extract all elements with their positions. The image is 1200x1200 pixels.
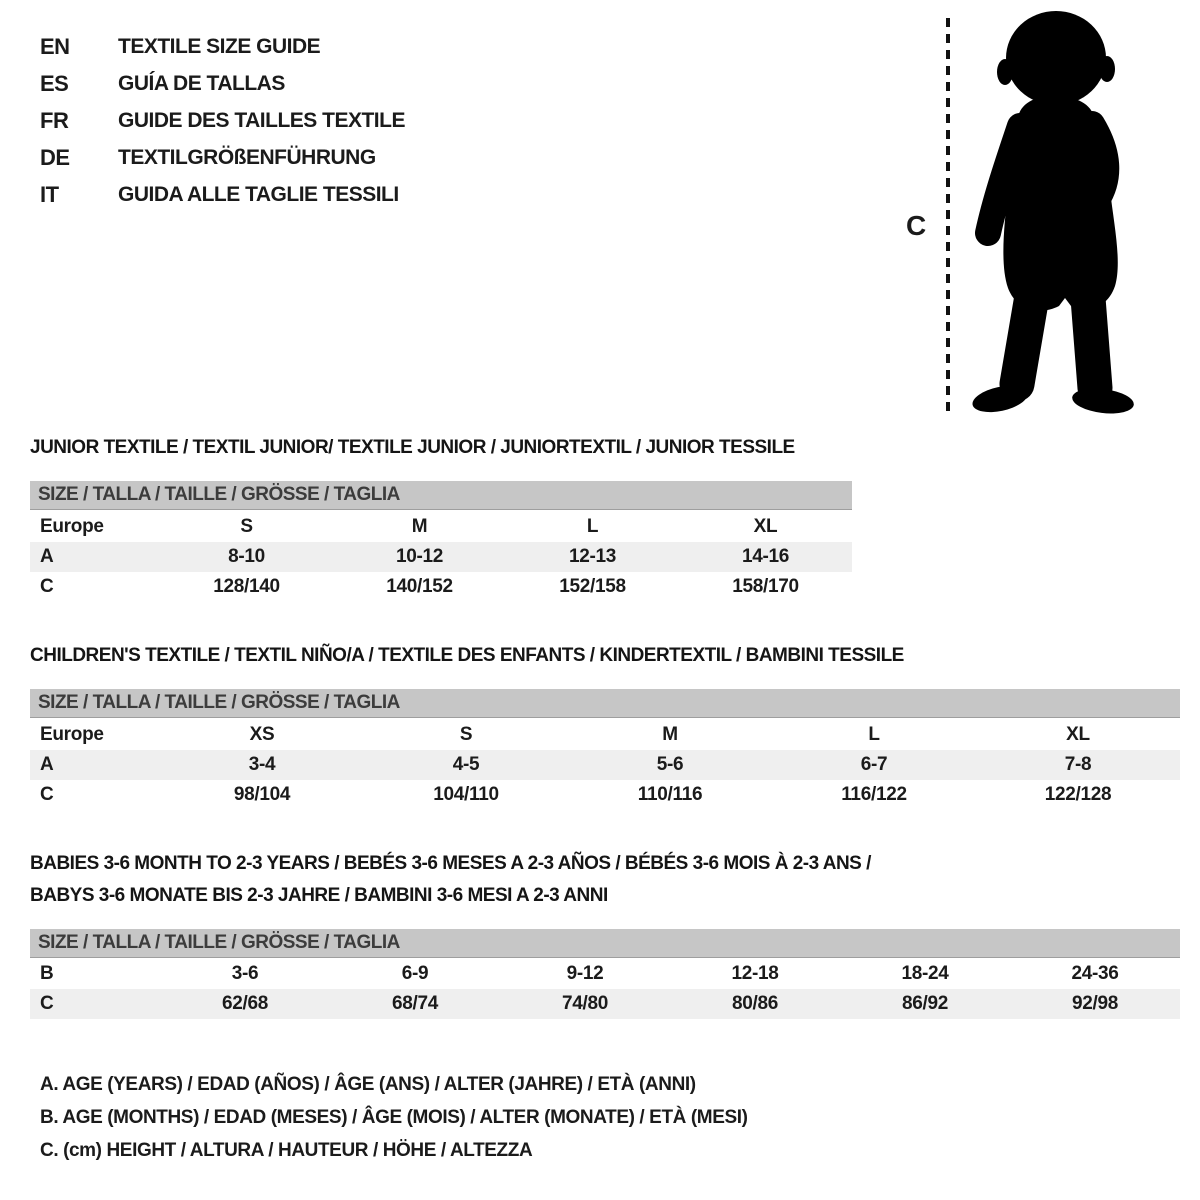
lang-code: DE	[40, 144, 70, 170]
table-cell: 158/170	[732, 576, 799, 597]
table-cell: 12-18	[731, 963, 779, 984]
column-header: M	[411, 516, 428, 537]
children-size-bar: SIZE / TALLA / TAILLE / GRÖSSE / TAGLIA	[30, 689, 1180, 718]
table-cell: 14-16	[741, 546, 790, 567]
lang-code: EN	[40, 33, 70, 59]
lang-row-it	[40, 176, 405, 213]
table-cell: 6-9	[401, 963, 429, 984]
table-cell: 74/80	[561, 993, 609, 1014]
row-label: A	[40, 754, 54, 775]
children-section-heading: CHILDREN'S TEXTILE / TEXTIL NIÑO/A / TEXTILE DES ENFANTS / KINDERTEXTIL / BAMBINI TESSILE	[30, 645, 904, 666]
table-cell: 140/152	[386, 576, 453, 597]
babies-size-bar: SIZE / TALLA / TAILLE / GRÖSSE / TAGLIA	[30, 929, 1180, 958]
lang-title: TEXTILE SIZE GUIDE	[118, 34, 321, 58]
row-label: C	[40, 784, 54, 805]
table-cell: 128/140	[213, 576, 280, 597]
lang-title: GUIDE DES TAILLES TEXTILE	[118, 108, 405, 132]
column-header: XL	[753, 516, 778, 537]
table-cell: 5-6	[656, 754, 684, 775]
table-cell: 116/122	[841, 784, 907, 805]
height-dashed-line	[946, 18, 950, 416]
table-cell: 9-12	[566, 963, 604, 984]
table-cell: 12-13	[568, 546, 617, 567]
table-cell: 104/110	[433, 784, 499, 805]
junior-section-heading: JUNIOR TEXTILE / TEXTIL JUNIOR/ TEXTILE JUNIOR / JUNIORTEXTIL / JUNIOR TESSILE	[30, 437, 795, 458]
legend-line-c: C. (cm) HEIGHT / ALTURA / HAUTEUR / HÖHE / ALTEZZA	[40, 1140, 533, 1161]
lang-title: GUIDA ALLE TAGLIE TESSILI	[118, 182, 399, 206]
lang-row-en	[40, 28, 405, 65]
table-cell: 68/74	[391, 993, 439, 1014]
table-row-age	[30, 542, 852, 572]
table-cell: 152/158	[559, 576, 626, 597]
column-header: L	[586, 516, 599, 537]
table-cell: 110/116	[637, 784, 703, 805]
table-cell: 8-10	[228, 546, 265, 567]
row-label: B	[40, 963, 54, 984]
babies-section-heading	[30, 848, 871, 912]
table-row-age	[30, 750, 1180, 780]
junior-size-bar: SIZE / TALLA / TAILLE / GRÖSSE / TAGLIA	[30, 481, 852, 510]
column-header: Europe	[40, 724, 104, 745]
legend-line-a: A. AGE (YEARS) / EDAD (AÑOS) / ÂGE (ANS) / ALTER (JAHRE) / ETÀ (ANNI)	[40, 1074, 696, 1095]
lang-code: ES	[40, 70, 69, 96]
column-header: S	[459, 724, 473, 745]
lang-title: TEXTILGRÖßENFÜHRUNG	[118, 145, 376, 169]
babies-size-table	[30, 959, 1180, 1019]
lang-row-fr	[40, 102, 405, 139]
table-row-height	[30, 989, 1180, 1019]
table-cell: 92/98	[1071, 993, 1119, 1014]
table-row-height	[30, 572, 852, 602]
lang-title: GUÍA DE TALLAS	[118, 71, 285, 95]
table-cell: 80/86	[731, 993, 779, 1014]
table-cell: 98/104	[233, 784, 291, 805]
table-header-row	[30, 512, 852, 542]
legend-block	[40, 1068, 748, 1167]
column-header: XS	[249, 724, 275, 745]
table-cell: 7-8	[1064, 754, 1092, 775]
row-label: A	[40, 546, 54, 567]
column-header: XL	[1066, 724, 1090, 745]
junior-size-table	[30, 512, 852, 602]
lang-row-es	[40, 65, 405, 102]
language-title-block	[40, 28, 405, 213]
column-header: Europe	[40, 516, 104, 537]
table-cell: 3-6	[231, 963, 259, 984]
column-header: L	[868, 724, 880, 745]
row-label: C	[40, 576, 54, 597]
lang-code: IT	[40, 181, 59, 207]
toddler-silhouette-image	[968, 10, 1140, 416]
legend-line-b: B. AGE (MONTHS) / EDAD (MESES) / ÂGE (MOIS) / ALTER (MONATE) / ETÀ (MESI)	[40, 1107, 748, 1128]
table-row-height	[30, 780, 1180, 810]
column-header: S	[240, 516, 253, 537]
table-cell: 6-7	[860, 754, 888, 775]
table-cell: 122/128	[1044, 784, 1112, 805]
table-row-age-months	[30, 959, 1180, 989]
height-measure-label: C	[906, 210, 927, 241]
row-label: C	[40, 993, 54, 1014]
children-size-table	[30, 720, 1180, 810]
table-header-row	[30, 720, 1180, 750]
table-cell: 4-5	[452, 754, 480, 775]
table-cell: 3-4	[248, 754, 276, 775]
table-cell: 10-12	[395, 546, 444, 567]
babies-heading-line1: BABIES 3-6 MONTH TO 2-3 YEARS / BEBÉS 3-6 MESES A 2-3 AÑOS / BÉBÉS 3-6 MOIS À 2-3 ANS /	[30, 853, 871, 874]
lang-row-de	[40, 139, 405, 176]
table-cell: 86/92	[901, 993, 949, 1014]
babies-heading-line2: BABYS 3-6 MONATE BIS 2-3 JAHRE / BAMBINI 3-6 MESI A 2-3 ANNI	[30, 885, 608, 906]
lang-code: FR	[40, 107, 69, 133]
table-cell: 18-24	[901, 963, 949, 984]
table-cell: 62/68	[221, 993, 269, 1014]
column-header: M	[662, 724, 678, 745]
table-cell: 24-36	[1071, 963, 1119, 984]
